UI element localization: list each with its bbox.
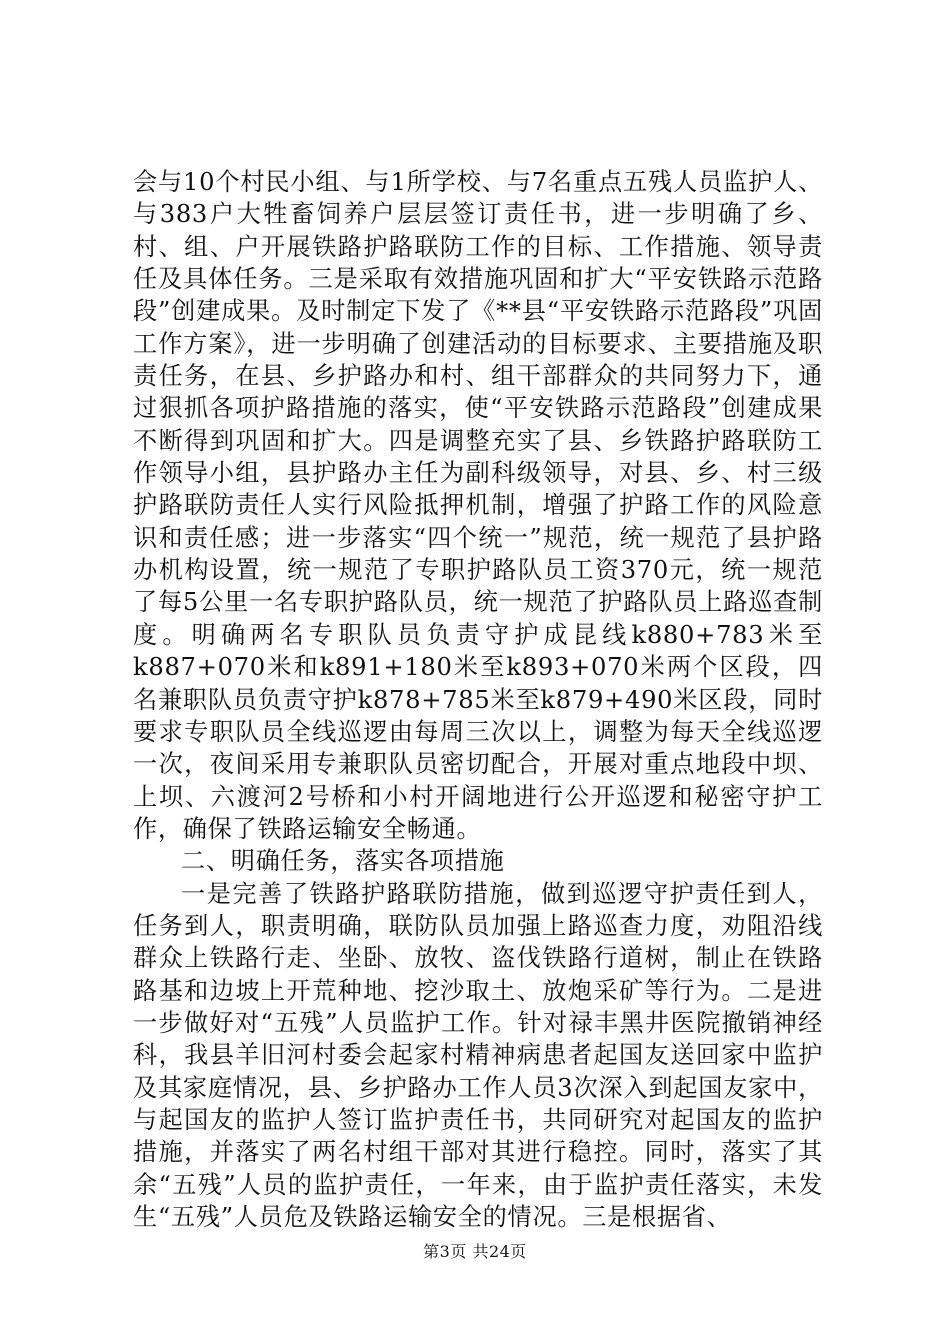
paragraph: 一是完善了铁路护路联防措施，做到巡逻守护责任到人，任务到人，职责明确，联防队员加强上路巡查力度，劝阻沿线群众上铁路行走、坐卧、放牧、盗伐铁路行道树，制止在铁路路基和边坡上开荒种地、挖沙取土、放炮采矿等行为。二是进一步做好对“五残”人员监护工作。针对禄丰黑井医院撤销神经科，我县羊旧河村委会起家村精神病患者起国友送回家中监护及其家庭情况，县、乡护路办工作人员3次深入到起国友家中，与起国友的监护人签订监护责任书，共同研究对起国友的监护措施，并落实了两名村组干部对其进行稳控。同时，落实了其余“五残”人员的监护责任，一年来，由于监护责任落实，未发生“五残”人员危及铁路运输安全的情况。三是根据省、 [133,879,823,1231]
section-heading: 二、明确任务，落实各项措施 [181,847,505,876]
page-number-footer: 第3页 共24页 [423,1242,527,1261]
document-body [133,166,823,1233]
paragraph-continued: 会与10个村民小组、与1所学校、与7名重点五残人员监护人、与383户大牲畜饲养户层层签订责任书，进一步明确了乡、村、组、户开展铁路护路联防工作的目标、工作措施、领导责任及具体任务。三是采取有效措施巩固和扩大“平安铁路示范路段”创建成果。及时制定下发了《**县“平安铁路示范路段”巩固工作方案》，进一步明确了创建活动的目标要求、主要措施及职责任务，在县、乡护路办和村、组干部群众的共同努力下，通过狠抓各项护路措施的落实，使“平安铁路示范路段”创建成果不断得到巩固和扩大。四是调整充实了县、乡铁路护路联防工作领导小组，县护路办主任为副科级领导，对县、乡、村三级护路联防责任人实行风险抵押机制，增强了护路工作的风险意识和责任感；进一步落实“四个统一”规范，统一规范了县护路办机构设置，统一规范了专职护路队员工资370元，统一规范了每5公里一名专职护路队员，统一规范了护路队员上路巡查制度。明确两名专职队员负责守护成昆线k880+783米至k887+070米和k891+180米至k893+070米两个区段，四名兼职队员负责守护k878+785米至k879+490米区段，同时要求专职队员全线巡逻由每周三次以上，调整为每天全线巡逻一次，夜间采用专兼职队员密切配合，开展对重点地段中坝、上坝、六渡河2号桥和小村开阔地进行公开巡逻和秘密守护工作，确保了铁路运输安全畅通。 [133,168,823,843]
